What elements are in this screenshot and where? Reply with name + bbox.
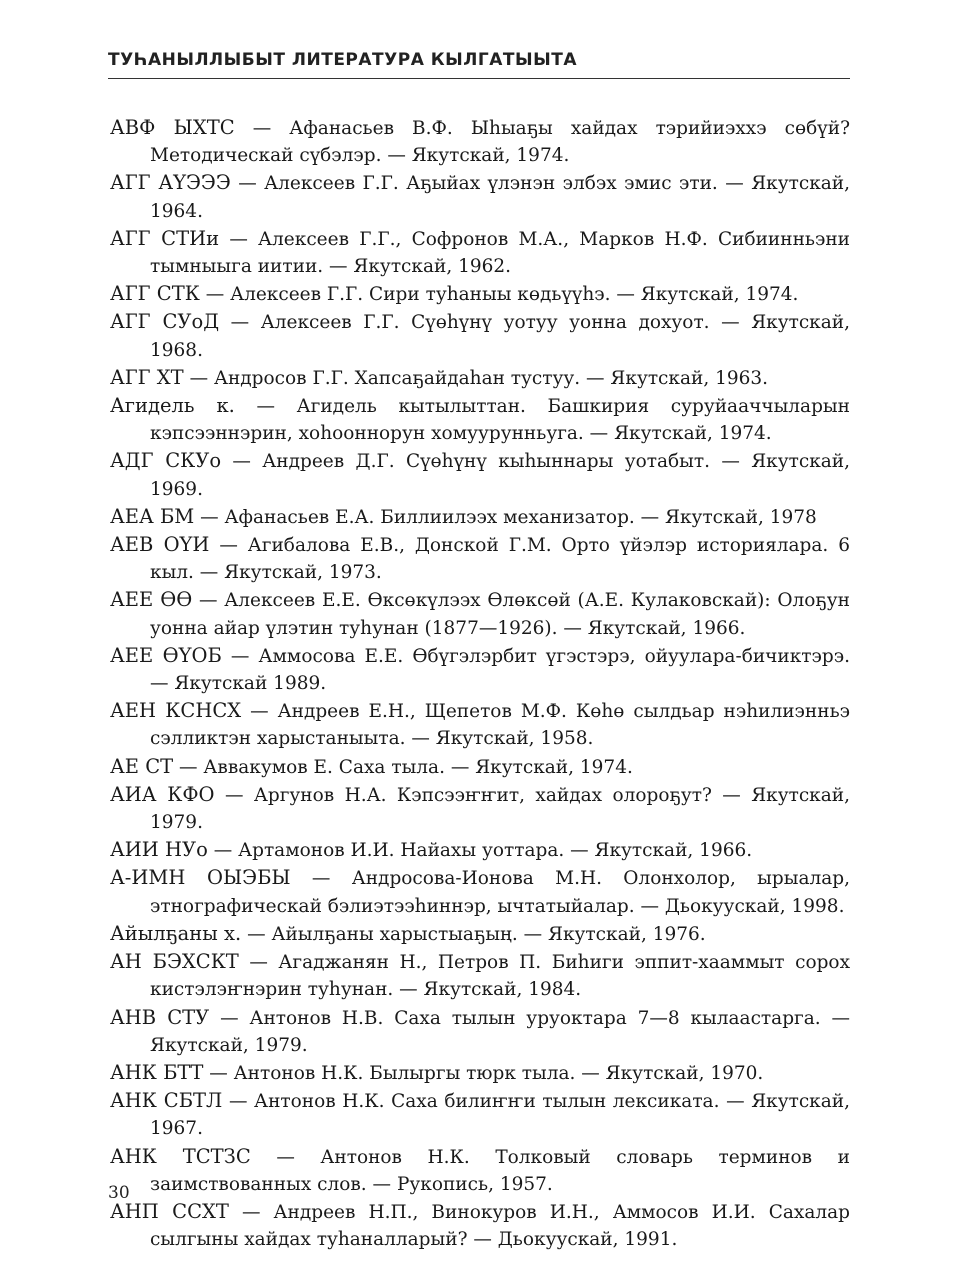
bibliography-entry bbox=[110, 920, 850, 948]
bibliography-entry bbox=[110, 364, 850, 392]
entry-abbreviation: АНК СБТЛ bbox=[110, 1089, 223, 1113]
entry-citation: — Андросова-Ионова М.Н. Олонхолор, ырыалар, этнографическай бэлиэтээһиннэр, ычтатыйалар. — Дьокуускай, 1998. bbox=[150, 868, 850, 917]
entry-citation: — Андреев Е.Н., Щепетов М.Ф. Көһө сылдьар нэһилиэнньэ сэлликтэн харыстаныыта. — Якутскай, 1958. bbox=[150, 701, 850, 750]
bibliography-entry bbox=[110, 1198, 850, 1253]
entry-citation: — Алексеев Г.Г. Сүөһүнү уотуу уонна дохуот. — Якутскай, 1968. bbox=[150, 312, 850, 361]
entry-abbreviation: АВФ ЫХТС bbox=[110, 116, 235, 139]
bibliography-entry bbox=[110, 503, 850, 531]
entry-abbreviation: АЕВ ОҮИ bbox=[110, 533, 210, 557]
page-number: 30 bbox=[108, 1183, 130, 1203]
entry-abbreviation: АГГ СУоД bbox=[110, 310, 220, 334]
entry-citation: — Алексеев Г.Г., Софронов М.А., Марков Н.Ф. Сибиинньэни тымныыга иитии. — Якутскай, 1962. bbox=[150, 228, 850, 278]
entry-abbreviation: АГГ СТК bbox=[110, 282, 200, 306]
bibliography-entry bbox=[110, 308, 850, 363]
entry-citation: — Андреев Н.П., Винокуров И.Н., Аммосов И.И. Сахалар сылгыны хайдах туһаналларый? — Дьокуускай, 1991. bbox=[150, 1201, 850, 1251]
entry-citation: — Андреев Д.Г. Сүөһүнү кыһыннары уотабыт. — Якутскай, 1969. bbox=[150, 451, 851, 500]
entry-citation: — Афанасьев В.Ф. Ыһыаҕы хайдах тэрийиэххэ сөбүй? Методическай сүбэлэр. — Якутскай, 1974. bbox=[150, 118, 850, 167]
bibliography-entry bbox=[110, 447, 850, 502]
entry-abbreviation: АИИ НУо bbox=[110, 838, 208, 862]
entry-abbreviation: АН БЭХСКТ bbox=[110, 950, 239, 974]
entry-abbreviation: АИА КФО bbox=[110, 782, 215, 806]
bibliography-entry bbox=[110, 642, 850, 697]
entry-citation: — Аргунов Н.А. Кэпсээҥҥит, хайдах олороҕут? — Якутскай, 1979. bbox=[150, 784, 850, 834]
entry-abbreviation: АЕЕ ӨҮОБ bbox=[110, 643, 222, 667]
entry-abbreviation: Айылҕаны х. bbox=[110, 921, 242, 945]
entry-citation: — Алексеев Г.Г. Аҕыйах үлэнэн элбэх эмис эти. — Якутскай, 1964. bbox=[150, 173, 850, 222]
entry-abbreviation: АЕЕ ӨӨ bbox=[110, 588, 193, 612]
bibliography-entry bbox=[110, 781, 850, 836]
entry-abbreviation: АГГ АҮЭЭЭ bbox=[110, 171, 231, 195]
entry-abbreviation: АНВ СТУ bbox=[110, 1005, 210, 1029]
bibliography-entry bbox=[110, 697, 850, 752]
entry-citation: — Антонов Н.К. Былыргы тюрк тыла. — Якутскай, 1970. bbox=[203, 1062, 764, 1084]
bibliography-entry bbox=[110, 864, 850, 919]
entry-citation: — Айылҕаны харыстыаҕың. — Якутскай, 1976. bbox=[241, 923, 706, 945]
entry-abbreviation: АГГ СТИи bbox=[110, 226, 220, 250]
bibliography-list bbox=[110, 114, 850, 1253]
bibliography-entry bbox=[110, 836, 850, 864]
running-header: ТУҺАНЫЛЛЫБЫТ ЛИТЕРАТУРА КЫЛГАТЫЫТА bbox=[108, 50, 577, 70]
bibliography-entry bbox=[110, 169, 850, 224]
entry-abbreviation: Агидель к. bbox=[110, 394, 235, 418]
bibliography-entry bbox=[110, 1087, 850, 1142]
bibliography-entry bbox=[110, 586, 850, 641]
entry-abbreviation: А-ИМН ОЫЭБЫ bbox=[110, 866, 291, 890]
entry-citation: — Агаджанян Н., Петров П. Биһиги эппит-хааммыт сорох кистэлэҥнэрин туһунан. — Якутскай, 1984. bbox=[150, 952, 851, 1001]
bibliography-entry bbox=[110, 948, 850, 1003]
entry-abbreviation: АЕА БМ bbox=[110, 504, 195, 528]
entry-citation: — Аввакумов Е. Саха тыла. — Якутскай, 1974. bbox=[173, 756, 633, 778]
bibliography-entry bbox=[110, 1143, 850, 1198]
entry-citation: — Аммосова Е.Е. Өбүгэлэрбит үгэстэрэ, ойуулара-бичиктэрэ. — Якутскай 1989. bbox=[150, 645, 850, 695]
bibliography-entry bbox=[110, 531, 850, 586]
entry-abbreviation: АЕ СТ bbox=[110, 754, 174, 778]
entry-citation: — Алексеев Г.Г. Сири туһаныы көдьүүһэ. — Якутскай, 1974. bbox=[199, 284, 799, 306]
entry-citation: — Антонов Н.К. Толковый словарь терминов и заимствованных слов. — Рукопись, 1957. bbox=[150, 1146, 850, 1195]
bibliography-entry bbox=[110, 114, 850, 169]
entry-citation: — Андросов Г.Г. Хапсаҕайдаһан тустуу. — Якутскай, 1963. bbox=[183, 367, 769, 389]
entry-citation: — Антонов Н.В. Саха тылын уруоктара 7—8 кылаастарга. — Якутскай, 1979. bbox=[150, 1007, 850, 1056]
entry-citation: — Артамонов И.И. Найахы уоттара. — Якутскай, 1966. bbox=[207, 840, 753, 862]
entry-abbreviation: АНК ТСТЗС bbox=[110, 1144, 251, 1168]
bibliography-entry bbox=[110, 392, 850, 447]
bibliography-entry bbox=[110, 280, 850, 308]
entry-citation: — Антонов Н.К. Саха билиҥҥи тылын лексиката. — Якутскай, 1967. bbox=[150, 1091, 850, 1140]
bibliography-entry bbox=[110, 1059, 850, 1087]
header-rule bbox=[108, 78, 850, 79]
entry-abbreviation: АНП ССХТ bbox=[110, 1199, 229, 1223]
bibliography-entry bbox=[110, 1004, 850, 1059]
entry-abbreviation: АГГ ХТ bbox=[110, 365, 184, 389]
entry-citation: — Агибалова Е.В., Донской Г.М. Орто үйэлэр историялара. 6 кыл. — Якутскай, 1973. bbox=[150, 535, 850, 584]
entry-abbreviation: АНК БТТ bbox=[110, 1060, 204, 1084]
bibliography-entry bbox=[110, 225, 850, 280]
entry-abbreviation: АДГ СКУо bbox=[110, 449, 222, 473]
entry-citation: — Афанасьев Е.А. Биллиилээх механизатор. — Якутскай, 1978 bbox=[194, 506, 817, 528]
entry-abbreviation: АЕН КСНСХ bbox=[110, 699, 242, 723]
entry-citation: — Агидель кытылыттан. Башкирия суруйааччыларын кэпсээннэрин, хоһооннорун хомуурунньуга. — Якутскай, 1974. bbox=[150, 396, 850, 445]
entry-citation: — Алексеев Е.Е. Өксөкүлээх Өлөксөй (А.Е. Кулаковскай): Олоҕун уонна айар үлэтин туһунан (1877—1926). — Якутскай, 1966. bbox=[150, 590, 850, 639]
bibliography-entry bbox=[110, 753, 850, 781]
